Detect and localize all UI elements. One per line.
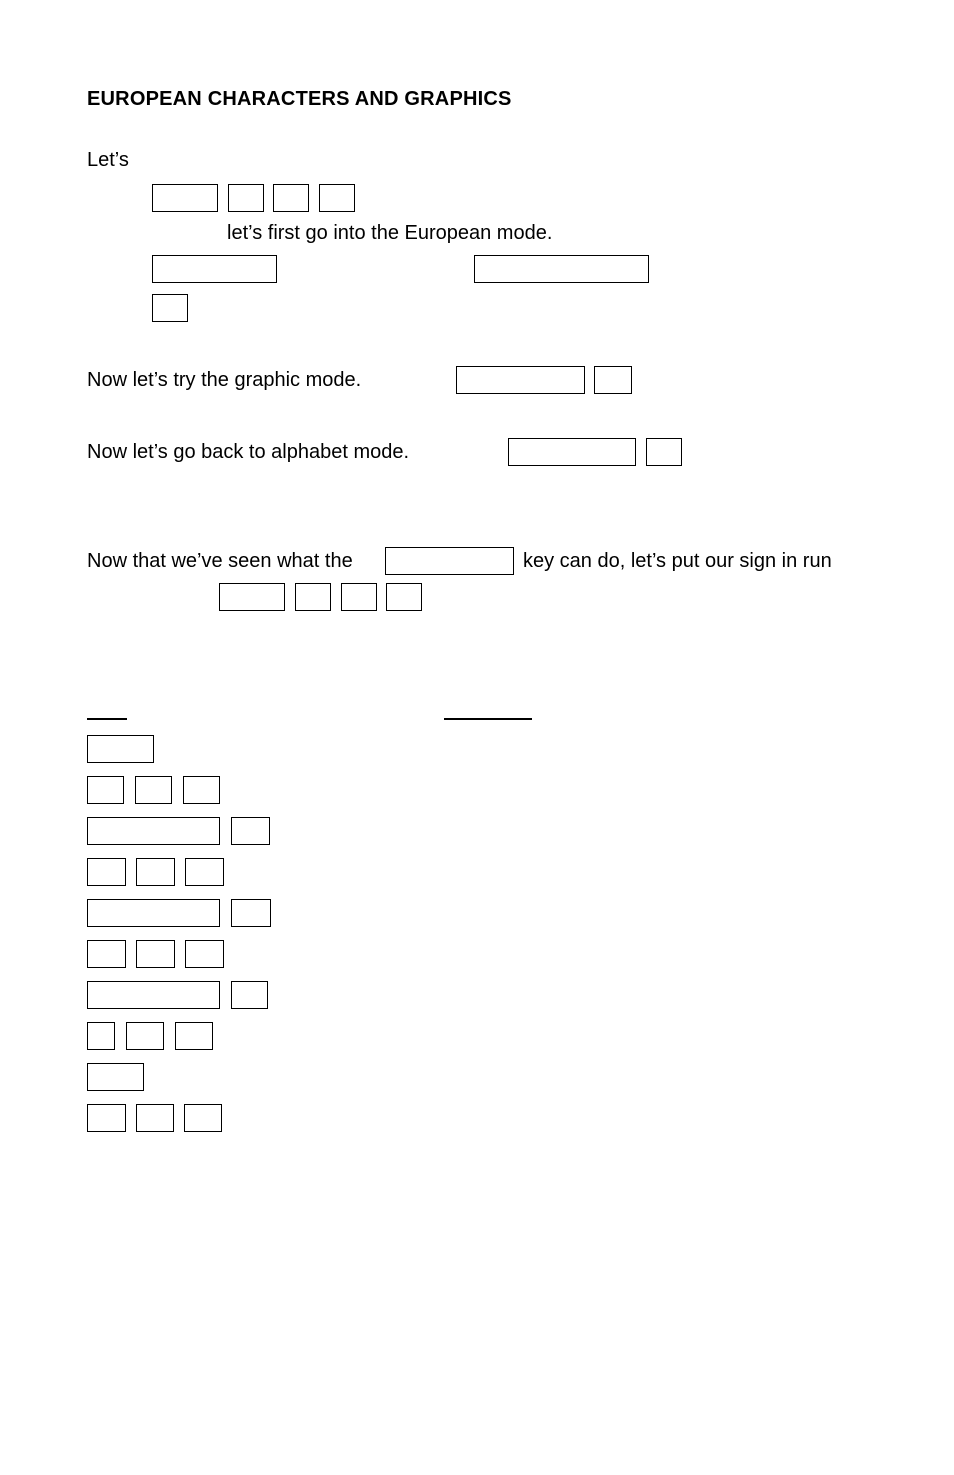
key-box xyxy=(183,776,220,804)
intro-text: Let’s xyxy=(87,149,129,171)
key-box xyxy=(386,583,422,611)
page-title: EUROPEAN CHARACTERS AND GRAPHICS xyxy=(87,88,512,110)
key-box xyxy=(87,1063,144,1091)
key-box xyxy=(594,366,632,394)
key-box xyxy=(136,858,175,886)
key-box xyxy=(136,940,175,968)
key-box xyxy=(87,735,154,763)
key-box xyxy=(456,366,585,394)
key-box xyxy=(126,1022,164,1050)
key-box xyxy=(87,1104,126,1132)
run-text-before: Now that we’ve seen what the xyxy=(87,550,353,572)
key-box xyxy=(219,583,285,611)
key-box xyxy=(87,817,220,845)
column-rule xyxy=(87,718,127,720)
key-box xyxy=(152,255,277,283)
alphabet-mode-text: Now let’s go back to alphabet mode. xyxy=(87,441,410,463)
key-box xyxy=(508,438,636,466)
key-box xyxy=(185,858,224,886)
key-box xyxy=(87,1022,115,1050)
key-box xyxy=(87,981,220,1009)
key-box xyxy=(295,583,331,611)
key-box xyxy=(231,817,270,845)
column-rule xyxy=(444,718,532,720)
key-box xyxy=(646,438,682,466)
key-box xyxy=(87,899,220,927)
key-box xyxy=(152,184,218,212)
key-box xyxy=(231,981,268,1009)
key-box xyxy=(184,1104,222,1132)
key-box xyxy=(228,184,264,212)
key-box xyxy=(385,547,514,575)
key-box xyxy=(175,1022,213,1050)
key-box xyxy=(152,294,188,322)
graphic-mode-text: Now let’s try the graphic mode. xyxy=(87,369,362,391)
key-box xyxy=(474,255,649,283)
key-box xyxy=(87,858,126,886)
key-box xyxy=(87,940,126,968)
key-box xyxy=(87,776,124,804)
key-box xyxy=(273,184,309,212)
european-mode-text: let’s first go into the European mode. xyxy=(227,222,553,244)
key-box xyxy=(319,184,355,212)
key-box xyxy=(231,899,271,927)
run-text-after: key can do, let’s put our sign in run xyxy=(523,550,832,572)
key-box xyxy=(135,776,172,804)
key-box xyxy=(185,940,224,968)
key-box xyxy=(341,583,377,611)
key-box xyxy=(136,1104,174,1132)
